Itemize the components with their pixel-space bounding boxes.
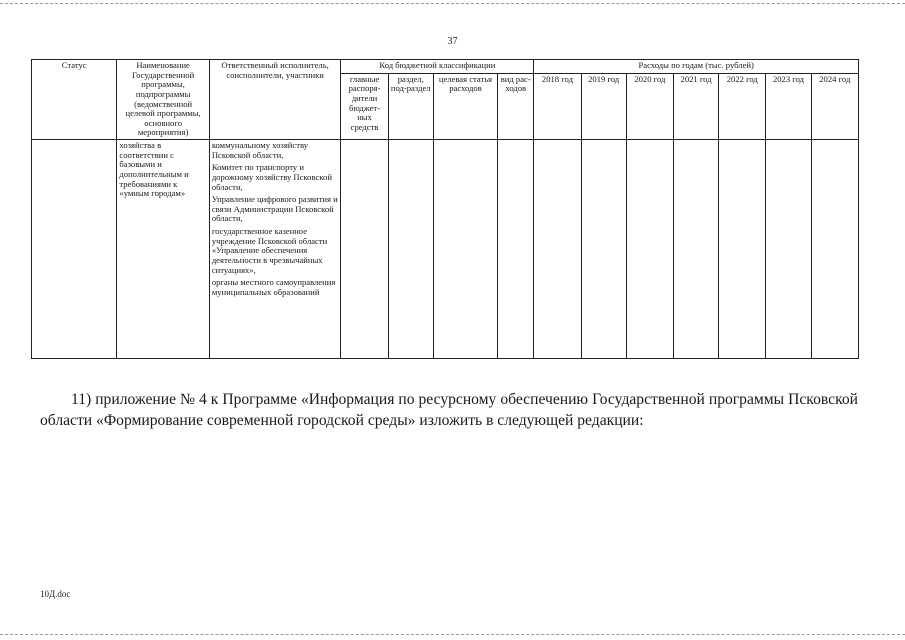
- cell-year-2019: [581, 140, 626, 359]
- scan-edge-top: [0, 3, 905, 4]
- cell-status: [32, 140, 117, 359]
- cell-expense-type: [498, 140, 534, 359]
- header-responsible: Ответственный исполнитель, соисполнители, участники: [209, 60, 341, 140]
- responsible-item: органы местного самоуправления муниципальных образований: [211, 277, 336, 297]
- header-program-name: Наименование Государственной программы, подпрограммы (ведомственной целевой программы, основного мероприятия): [117, 60, 209, 140]
- cell-section: [388, 140, 433, 359]
- table-header-row-1: [32, 60, 859, 74]
- header-year-2022: 2022 год: [719, 73, 766, 139]
- header-section: раздел, под-раздел: [388, 73, 433, 139]
- cell-main-managers: [341, 140, 388, 359]
- scan-edge-bottom: [0, 634, 905, 635]
- cell-year-2020: [626, 140, 673, 359]
- table-row: [32, 140, 859, 359]
- footer-filename: 10Д.doc: [40, 589, 71, 599]
- budget-table: [31, 59, 859, 359]
- header-year-2018: 2018 год: [534, 73, 581, 139]
- cell-year-2021: [673, 140, 718, 359]
- cell-program-name: хозяйства в соответствии с базовыми и дополнительным и требованиями к «умным городам»: [117, 140, 209, 359]
- cell-responsible: [209, 140, 341, 359]
- body-paragraph: 11) приложение № 4 к Программе «Информация по ресурсному обеспечению Государственной программы Псковской области «Формирование современной городской среды» изложить в следующей редакции:: [40, 391, 858, 429]
- responsible-item: Управление цифрового развития и связи Администрации Псковской области,: [211, 194, 338, 224]
- cell-target-article: [433, 140, 497, 359]
- header-year-2024: 2024 год: [811, 73, 858, 139]
- responsible-item: коммунальному хозяйству Псковской области,: [211, 140, 309, 160]
- header-status: Статус: [32, 60, 117, 140]
- cell-year-2023: [766, 140, 811, 359]
- cell-year-2024: [811, 140, 858, 359]
- header-year-2023: 2023 год: [766, 73, 811, 139]
- header-expenses: Расходы по годам (тыс. рублей): [534, 60, 859, 74]
- header-main-managers: главные распоря-дители бюджет-ных средств: [341, 73, 388, 139]
- cell-year-2018: [534, 140, 581, 359]
- page-number: 37: [447, 36, 458, 47]
- header-budget-code: Код бюджетной классификации: [341, 60, 534, 74]
- responsible-item: государственное казенное учреждение Псковской области «Управление обеспечения деятельности в чрезвычайных ситуациях»,: [211, 226, 328, 275]
- header-year-2020: 2020 год: [626, 73, 673, 139]
- responsible-item: Комитет по транспорту и дорожному хозяйству Псковской области,: [211, 162, 332, 192]
- cell-year-2022: [719, 140, 766, 359]
- header-year-2021: 2021 год: [673, 73, 718, 139]
- header-target-article: целевая статья расходов: [433, 73, 497, 139]
- header-year-2019: 2019 год: [581, 73, 626, 139]
- header-expense-type: вид рас-ходов: [498, 73, 534, 139]
